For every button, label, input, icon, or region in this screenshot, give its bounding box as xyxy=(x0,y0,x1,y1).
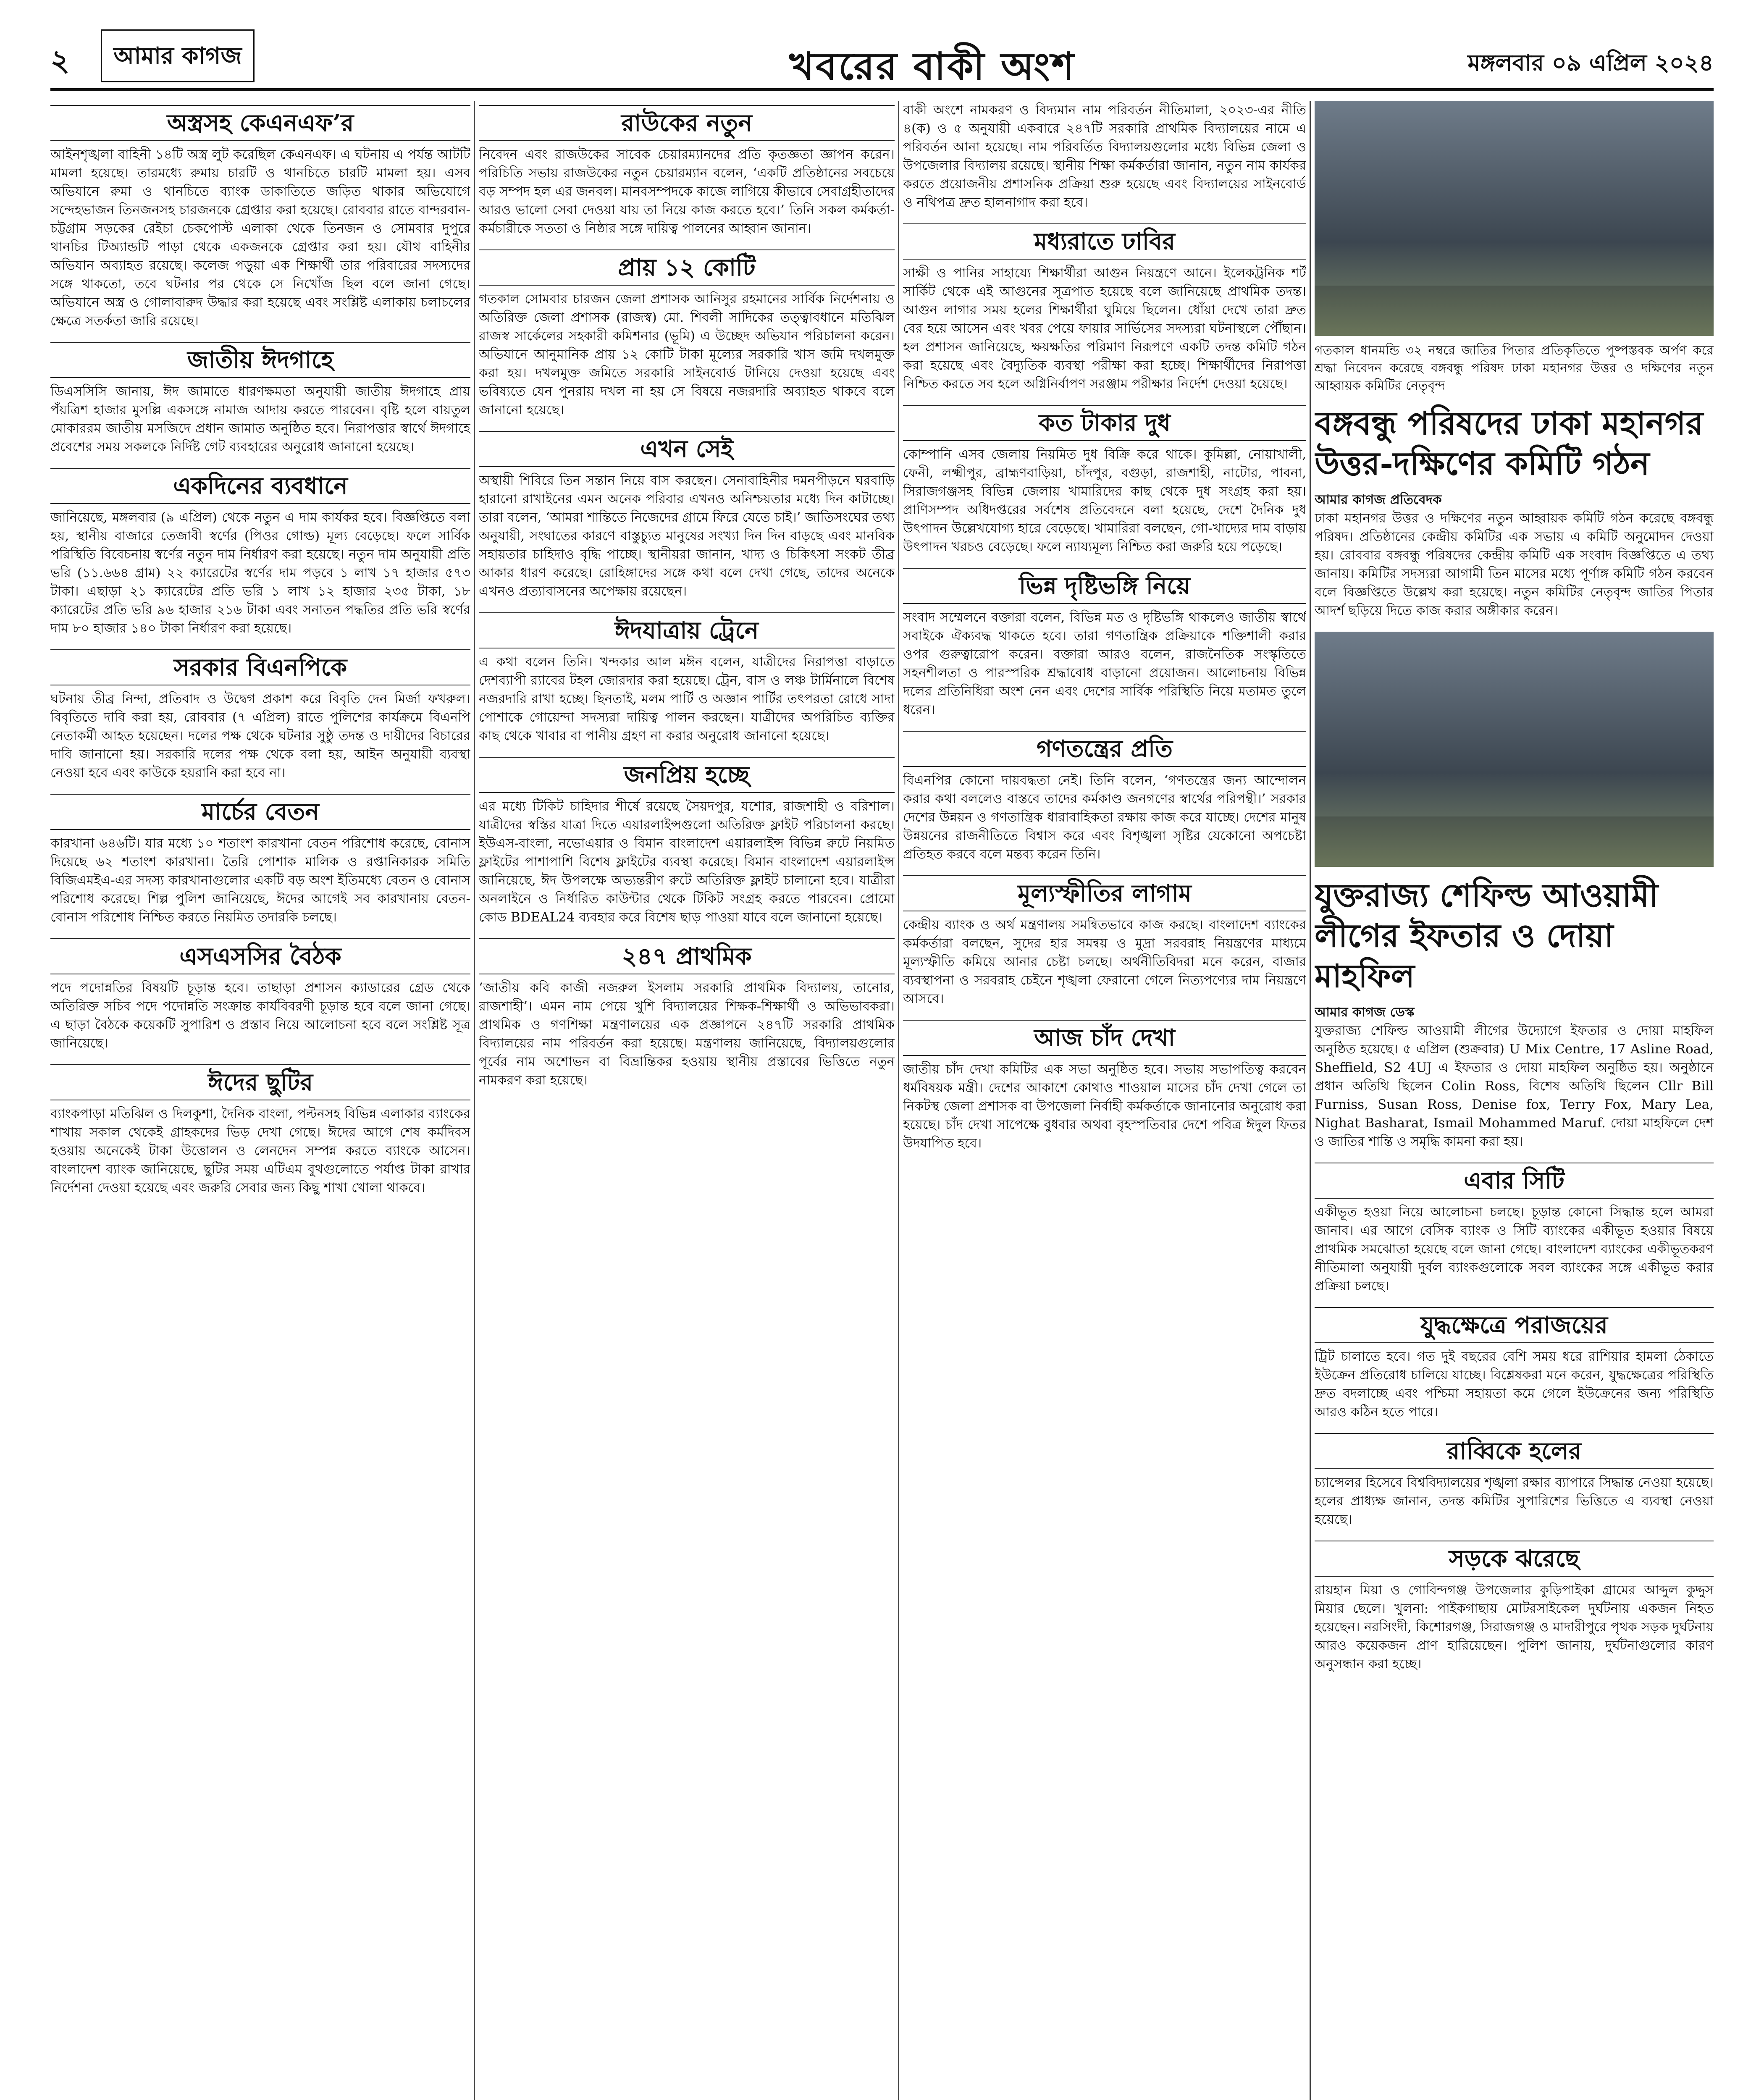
story-headline: রাব্বিকে হলের xyxy=(1315,1433,1714,1469)
story xyxy=(479,249,895,419)
story xyxy=(479,105,895,238)
story-body: পদে পদোন্নতির বিষয়টি চূড়ান্ত হবে। তাছাড়া প্রশাসন ক্যাডারের গ্রেড থেকে অতিরিক্ত সচিব পদে পদোন্নতি সংক্রান্ত কার্যবিবরণী চূড়ান্ত হবে বলে জানা গেছে। এ ছাড়া বৈঠকে কয়েকটি সুপারিশ ও প্রস্তাব নিয়ে আলোচনা হবে বলে সংশ্লিষ্ট সূত্র জানিয়েছে। xyxy=(50,980,470,1051)
story xyxy=(903,405,1306,556)
story xyxy=(1315,1307,1714,1421)
story-headline: জনপ্রিয় হচ্ছে xyxy=(479,757,895,793)
section-title: খবরের বাকী অংশ xyxy=(789,44,1076,89)
story-headline: সড়কে ঝরেছে xyxy=(1315,1541,1714,1577)
story-body: যুক্তরাজ্য শেফিল্ড আওয়ামী লীগের উদ্যোগে ইফতার ও দোয়া মাহফিল অনুষ্ঠিত হয়েছে। ৫ এপ্রিল (শুক্রবার) U Mix Centre, 17 Asline Road, Sheffield, S2 4UJ এ ইফতার ও দোয়া মাহফিল অনুষ্ঠিত হয়। অনুষ্ঠানে প্রধান অতিথি ছিলেন Colin Ross, বিশেষ অতিথি ছিলেন Cllr Bill Furniss, Susan Ross, Denise fox, Terry Fox, Mary Lea, Nighat Basharat, Ismail Mohammed Maruf. দোয়া মাহফিলে দেশ ও জাতির শান্তি ও সমৃদ্ধি কামনা করা হয়। xyxy=(1315,1023,1714,1149)
column-1 xyxy=(50,101,470,2100)
story-headline: ঈদযাত্রায় ট্রেনে xyxy=(479,612,895,648)
column-2 xyxy=(479,101,895,2100)
story-headline: অস্ত্রসহ কেএনএফ’র xyxy=(50,105,470,141)
story-body: জাতীয় চাঁদ দেখা কমিটির এক সভা অনুষ্ঠিত হবে। সভায় সভাপতিত্ব করবেন ধর্মবিষয়ক মন্ত্রী। দেশের আকাশে কোথাও শাওয়াল মাসের চাঁদ দেখা গেলে তা নিকটস্থ জেলা প্রশাসক বা উপজেলা নির্বাহী কর্মকর্তাকে জানানোর অনুরোধ করা হয়েছে। চাঁদ দেখা সাপেক্ষে বুধবার অথবা বৃহস্পতিবার দেশে পবিত্র ঈদুল ফিতর উদযাপিত হবে। xyxy=(903,1062,1306,1151)
story xyxy=(903,1020,1306,1152)
story-headline: মূল্যস্ফীতির লাগাম xyxy=(903,875,1306,911)
page-number: ২ xyxy=(50,43,70,78)
story xyxy=(903,568,1306,719)
lead-headline: যুক্তরাজ্য শেফিল্ড আওয়ামী লীগের ইফতার ও দোয়া মাহফিল xyxy=(1315,877,1659,995)
story-headline: যুদ্ধক্ষেত্রে পরাজয়ের xyxy=(1315,1307,1714,1343)
story xyxy=(903,223,1306,393)
story-body: আইনশৃঙ্খলা বাহিনী ১৪টি অস্ত্র লুট করেছিল কেএনএফ। এ ঘটনায় এ পর্যন্ত আটটি মামলা হয়েছে। তারমধ্যে রুমায় চারটি ও থানচিতে চারটি মামলা হয়। এসব অভিযানে রুমা ও থানচিতে ব্যাংক ডাকাতিতে জড়িত থাকার অভিযোগে সন্দেহভাজন তিনজনসহ চারজনকে গ্রেপ্তার করা হয়েছে। রোববার রাতে বান্দরবান-চট্টগ্রাম সড়কের রেইচা চেকপোস্ট এলাকা থেকে তিনজন ও সোমবার দুপুরে থানচির টিঅ্যান্ডটি পাড়া থেকে একজনকে গ্রেপ্তার করা হয়। যৌথ বাহিনীর অভিযান অব্যাহত রয়েছে। কলেজ পড়ুয়া এক শিক্ষার্থী তার পরিবারের সদস্যদের সঙ্গে থাকতো, তবে ঘটনার পর থেকে সে নিখোঁজ ছিল বলে জানা গেছে। অভিযানে অস্ত্র ও গোলাবারুদ উদ্ধার করা হয়েছে এবং সংশ্লিষ্ট এলাকায় চলাচলের ক্ষেত্রে সতর্কতা জারি রয়েছে। xyxy=(50,147,470,328)
story-body: সংবাদ সম্মেলনে বক্তারা বলেন, বিভিন্ন মত ও দৃষ্টিভঙ্গি থাকলেও জাতীয় স্বার্থে সবাইকে ঐক্যবদ্ধ থাকতে হবে। তারা গণতান্ত্রিক প্রক্রিয়াকে শক্তিশালী করার ওপর গুরুত্বারোপ করেন। বক্তারা আরও বলেন, রাজনৈতিক সংস্কৃতিতে সহনশীলতা ও পারস্পরিক শ্রদ্ধাবোধ বাড়ানো প্রয়োজন। আলোচনায় বিভিন্ন দলের প্রতিনিধিরা অংশ নেন এবং দেশের সার্বিক পরিস্থিতি নিয়ে মতামত তুলে ধরেন। xyxy=(903,610,1306,717)
byline: আমার কাগজ প্রতিবেদক xyxy=(1315,492,1442,507)
story-body: কোম্পানি এসব জেলায় নিয়মিত দুধ বিক্রি করে থাকে। কুমিল্লা, নোয়াখালী, ফেনী, লক্ষ্মীপুর, ব্রাহ্মণবাড়িয়া, চাঁদপুর, বগুড়া, রাজশাহী, নাটোর, পাবনা, সিরাজগঞ্জসহ বিভিন্ন জেলায় খামারিদের কাছ থেকে দুধ সংগ্রহ করা হয়। প্রাণিসম্পদ অধিদপ্তরের সর্বশেষ প্রতিবেদনে বলা হয়েছে, দেশে দৈনিক দুধ উৎপাদন উল্লেখযোগ্য হারে বেড়েছে। খামারিরা বলছেন, গো-খাদ্যের দাম বাড়ায় উৎপাদন খরচও বেড়েছে। ফলে ন্যায্যমূল্য নিশ্চিত করা জরুরি হয়ে পড়েছে। xyxy=(903,447,1306,554)
story-body: চ্যান্সেলর হিসেবে বিশ্ববিদ্যালয়ের শৃঙ্খলা রক্ষার ব্যাপারে সিদ্ধান্ত নেওয়া হয়েছে। হলের প্রাধ্যক্ষ জানান, তদন্ত কমিটির সুপারিশের ভিত্তিতে এ ব্যবস্থা নেওয়া হয়েছে। xyxy=(1315,1475,1714,1527)
story xyxy=(50,1064,470,1197)
story-headline: রাউকের নতুন xyxy=(479,105,895,141)
story xyxy=(1315,1163,1714,1295)
story-body: এ কথা বলেন তিনি। খন্দকার আল মঈন বলেন, যাত্রীদের নিরাপত্তা বাড়াতে দেশব্যাপী র‍্যাবের টহল জোরদার করা হয়েছে। ট্রেন, বাস ও লঞ্চ টার্মিনালে বিশেষ নজরদারি রাখা হচ্ছে। ছিনতাই, মলম পার্টি ও অজ্ঞান পার্টির তৎপরতা রোধে সাদা পোশাকে গোয়েন্দা সদস্যরা দায়িত্ব পালন করছেন। যাত্রীদের অপরিচিত ব্যক্তির কাছ থেকে খাবার বা পানীয় গ্রহণ না করার অনুরোধ জানানো হয়েছে। xyxy=(479,654,895,743)
story xyxy=(50,938,470,1053)
story xyxy=(1315,1541,1714,1673)
story-headline: এবার সিটি xyxy=(1315,1163,1714,1199)
story xyxy=(479,431,895,601)
story-body: ডিএসসিসি জানায়, ঈদ জামাতে ধারণক্ষমতা অনুযায়ী জাতীয় ঈদগাহে প্রায় পঁয়ত্রিশ হাজার মুসল্লি একসঙ্গে নামাজ আদায় করতে পারবেন। বৃষ্টি হলে বায়তুল মোকাররম জাতীয় মসজিদে প্রধান জামাত অনুষ্ঠিত হবে। নিরাপত্তার স্বার্থে ঈদগাহে প্রবেশের সময় সকলকে নির্দিষ্ট গেট ব্যবহারের অনুরোধ জানানো হয়েছে। xyxy=(50,384,470,454)
story-body: ‘জাতীয় কবি কাজী নজরুল ইসলাম সরকারি প্রাথমিক বিদ্যালয়, তানোর, রাজশাহী’। এমন নাম পেয়ে খুশি বিদ্যালয়ের শিক্ষক-শিক্ষার্থী ও অভিভাবকরা। প্রাথমিক ও গণশিক্ষা মন্ত্রণালয়ের এক প্রজ্ঞাপনে ২৪৭টি সরকারি প্রাথমিক বিদ্যালয়ের নাম পরিবর্তন করা হয়েছে। মন্ত্রণালয় জানিয়েছে, বিদ্যালয়গুলোর পূর্বের নাম অশোভন বা বিভ্রান্তিকর হওয়ায় স্থানীয় প্রস্তাবের ভিত্তিতে নতুন নামকরণ করা হয়েছে। xyxy=(479,980,895,1088)
column-divider xyxy=(898,101,899,2100)
story-headline: একদিনের ব্যবধানে xyxy=(50,468,470,504)
story-headline: মার্চের বেতন xyxy=(50,794,470,830)
logo-text: আমার কাগজ xyxy=(113,42,242,70)
story-headline: গণতন্ত্রের প্রতি xyxy=(903,731,1306,767)
story-headline: এখন সেই xyxy=(479,431,895,467)
story xyxy=(50,105,470,330)
story xyxy=(50,794,470,927)
story-body: বিএনপির কোনো দায়বদ্ধতা নেই। তিনি বলেন, ‘গণতন্ত্রের জন্য আন্দোলন করার কথা বললেও বাস্তবে তাদের কর্মকাণ্ড জনগণের স্বার্থের পরিপন্থী।’ সরকার দেশের উন্নয়ন ও গণতান্ত্রিক ধারাবাহিকতা রক্ষায় কাজ করে যাচ্ছে। দেশের মানুষ উন্নয়নের রাজনীতিতে বিশ্বাস করে এবং বিশৃঙ্খলা সৃষ্টির যেকোনো অপচেষ্টা প্রতিহত করবে বলে মন্তব্য করেন তিনি। xyxy=(903,773,1306,862)
news-photo xyxy=(1315,632,1714,867)
story xyxy=(50,649,470,782)
story-body: কেন্দ্রীয় ব্যাংক ও অর্থ মন্ত্রণালয় সমন্বিতভাবে কাজ করছে। বাংলাদেশ ব্যাংকের কর্মকর্তারা বলছেন, সুদের হার সমন্বয় ও মুদ্রা সরবরাহ নিয়ন্ত্রণের মাধ্যমে মূল্যস্ফীতি কমিয়ে আনার চেষ্টা চলছে। অর্থনীতিবিদরা মনে করেন, বাজার ব্যবস্থাপনা ও সরবরাহ চেইনে শৃঙ্খলা ফেরানো গেলে নিত্যপণ্যের দাম নিয়ন্ত্রণে আসবে। xyxy=(903,917,1306,1006)
column-divider xyxy=(474,101,475,2100)
story xyxy=(903,731,1306,864)
news-photo xyxy=(1315,101,1714,336)
byline: আমার কাগজ ডেস্ক xyxy=(1315,1005,1415,1020)
story xyxy=(50,468,470,638)
story xyxy=(479,612,895,745)
story-headline: ২৪৭ প্রাথমিক xyxy=(479,938,895,974)
newspaper-logo xyxy=(101,29,255,82)
story-headline: প্রায় ১২ কোটি xyxy=(479,249,895,286)
story xyxy=(479,938,895,1089)
story xyxy=(903,101,1306,212)
column-divider xyxy=(1310,101,1311,2100)
masthead xyxy=(50,25,1714,91)
story-body: ট্রিট চালাতে হবে। গত দুই বছরের বেশি সময় ধরে রাশিয়ার হামলা ঠেকাতে ইউক্রেন প্রতিরোধ চালিয়ে যাচ্ছে। বিশ্লেষকরা মনে করেন, যুদ্ধক্ষেত্রের পরিস্থিতি দ্রুত বদলাচ্ছে এবং পশ্চিমা সহায়তা কমে গেলে ইউক্রেনের জন্য পরিস্থিতি আরও কঠিন হতে পারে। xyxy=(1315,1349,1714,1420)
story-body: একীভূত হওয়া নিয়ে আলোচনা চলছে। চূড়ান্ত কোনো সিদ্ধান্ত হলে আমরা জানাব। এর আগে বেসিক ব্যাংক ও সিটি ব্যাংকের একীভূত হওয়ার বিষয়ে প্রাথমিক সমঝোতা হয়েছে বলে জানা গেছে। বাংলাদেশ ব্যাংকের একীভূতকরণ নীতিমালা অনুযায়ী দুর্বল ব্যাংকগুলোকে সবল ব্যাংকের সঙ্গে একীভূত করার প্রক্রিয়া চলছে। xyxy=(1315,1205,1714,1294)
story xyxy=(903,875,1306,1008)
story-headline: ঈদের ছুটির xyxy=(50,1064,470,1100)
story-body: জানিয়েছে, মঙ্গলবার (৯ এপ্রিল) থেকে নতুন এ দাম কার্যকর হবে। বিজ্ঞপ্তিতে বলা হয়, স্থানীয় বাজারে তেজাবী স্বর্ণের (পিওর গোল্ড) মূল্য বেড়েছে। ফলে সার্বিক পরিস্থিতি বিবেচনায় স্বর্ণের নতুন দাম নির্ধারণ করা হয়েছে। নতুন দাম অনুযায়ী প্রতি ভরি (১১.৬৬৪ গ্রাম) ২২ ক্যারেটের স্বর্ণের দাম পড়বে ১ লাখ ১৭ হাজার ৫৭৩ টাকা। এছাড়া ২১ ক্যারেটের প্রতি ভরি ১ লাখ ১২ হাজার ২৩৫ টাকা, ১৮ ক্যারেটের প্রতি ভরি ৯৬ হাজার ২১৬ টাকা এবং সনাতন পদ্ধতির প্রতি ভরি স্বর্ণের দাম ৮০ হাজার ১৪০ টাকা নির্ধারণ করা হয়েছে। xyxy=(50,510,470,636)
column-4 xyxy=(1315,101,1714,2100)
photo-caption: গতকাল ধানমন্ডি ৩২ নম্বরে জাতির পিতার প্রতিকৃতিতে পুষ্পস্তবক অর্পণ করে শ্রদ্ধা নিবেদন করেছে বঙ্গবন্ধু পরিষদ ঢাকা মহানগর উত্তর ও দক্ষিণের নতুন আহ্বায়ক কমিটির নেতৃবৃন্দ xyxy=(1315,343,1714,393)
column-3 xyxy=(903,101,1306,2100)
lead-headline: বঙ্গবন্ধু পরিষদের ঢাকা মহানগর উত্তর-দক্ষিণের কমিটি গঠন xyxy=(1315,404,1704,482)
story-headline: এসএসসির বৈঠক xyxy=(50,938,470,974)
story-body: সাক্ষী ও পানির সাহায্যে শিক্ষার্থীরা আগুন নিয়ন্ত্রণে আনে। ইলেকট্রনিক শর্ট সার্কিট থেকে এই আগুনের সূত্রপাত হয়েছে বলে জানিয়েছে প্রাথমিক তদন্ত। আগুন লাগার সময় হলের শিক্ষার্থীরা ঘুমিয়ে ছিলেন। ধোঁয়া দেখে তারা দ্রুত বের হয়ে আসেন এবং খবর পেয়ে ফায়ার সার্ভিসের সদস্যরা ঘটনাস্থলে পৌঁছান। হল প্রশাসন জানিয়েছে, ক্ষয়ক্ষতির পরিমাণ নিরূপণে একটি তদন্ত কমিটি গঠন করা হয়েছে এবং বৈদ্যুতিক ব্যবস্থা পরীক্ষা করা হচ্ছে। শিক্ষার্থীদের নিরাপত্তা নিশ্চিত করতে সব হলে অগ্নিনির্বাপণ সরঞ্জাম পরীক্ষার নির্দেশ দেওয়া হয়েছে। xyxy=(903,265,1306,391)
story xyxy=(50,342,470,456)
story-body: অস্থায়ী শিবিরে তিন সন্তান নিয়ে বাস করছেন। সেনাবাহিনীর দমনপীড়নে ঘরবাড়ি হারানো রাখাইনের এমন অনেক পরিবার এখনও অনিশ্চয়তার মধ্যে দিন কাটাচ্ছে। তারা বলেন, ‘আমরা শান্তিতে নিজেদের গ্রামে ফিরে যেতে চাই।’ জাতিসংঘের তথ্য অনুযায়ী, সংঘাতের কারণে বাস্তুচ্যুত মানুষের সংখ্যা দিন দিন বাড়ছে এবং মানবিক সহায়তার চাহিদাও বৃদ্ধি পাচ্ছে। স্থানীয়রা জানান, খাদ্য ও চিকিৎসা সংকট তীব্র আকার ধারণ করেছে। রোহিঙ্গাদের সঙ্গে কথা বলে দেখা গেছে, তাদের অনেকে এখনও প্রত্যাবাসনের অপেক্ষায় রয়েছেন। xyxy=(479,473,895,599)
story-body: ঘটনায় তীব্র নিন্দা, প্রতিবাদ ও উদ্বেগ প্রকাশ করে বিবৃতি দেন মির্জা ফখরুল। বিবৃতিতে দাবি করা হয়, রোববার (৭ এপ্রিল) রাতে পুলিশের কার্যক্রমে বিএনপি নেতাকর্মী আহত হয়েছেন। দলের পক্ষ থেকে ঘটনার সুষ্ঠু তদন্ত ও দায়ীদের বিচারের দাবি জানানো হয়। সরকারি দলের পক্ষ থেকে বলা হয়, আইন অনুযায়ী ব্যবস্থা নেওয়া হবে এবং কাউকে হয়রানি করা হবে না। xyxy=(50,691,470,780)
story-body: বাকী অংশে নামকরণ ও বিদ্যমান নাম পরিবর্তন নীতিমালা, ২০২৩-এর নীতি ৪(ক) ও ৫ অনুযায়ী একবারে ২৪৭টি সরকারি প্রাথমিক বিদ্যালয়ের নামে এ পরিবর্তন আনা হয়েছে। নাম পরিবর্তিত বিদ্যালয়গুলোর মধ্যে বিভিন্ন জেলা ও উপজেলার বিদ্যালয় রয়েছে। স্থানীয় শিক্ষা কর্মকর্তারা জানান, নতুন নাম কার্যকর করতে প্রয়োজনীয় প্রশাসনিক প্রক্রিয়া শুরু হয়েছে এবং বিদ্যালয়ের সাইনবোর্ড ও নথিপত্র দ্রুত হালনাগাদ করা হবে। xyxy=(903,102,1306,210)
story-headline: আজ চাঁদ দেখা xyxy=(903,1020,1306,1056)
story xyxy=(479,757,895,927)
story-headline: সরকার বিএনপিকে xyxy=(50,649,470,685)
story-body: ঢাকা মহানগর উত্তর ও দক্ষিণের নতুন আহ্বায়ক কমিটি গঠন করেছে বঙ্গবন্ধু পরিষদ। প্রতিষ্ঠানের কেন্দ্রীয় কমিটির এক সভায় এ কমিটি অনুমোদন দেওয়া হয়। রোববার বঙ্গবন্ধু পরিষদের কেন্দ্রীয় কমিটি এক সংবাদ বিজ্ঞপ্তিতে এ তথ্য জানায়। কমিটির সদস্যরা আগামী তিন মাসের মধ্যে পূর্ণাঙ্গ কমিটি গঠন করবেন বলে বিজ্ঞপ্তিতে উল্লেখ করা হয়েছে। নতুন কমিটির নেতৃবৃন্দ জাতির পিতার আদর্শ ছড়িয়ে দিতে কাজ করার অঙ্গীকার করেন। xyxy=(1315,511,1714,618)
story-body: রায়হান মিয়া ও গোবিন্দগঞ্জ উপজেলার কুড়িপাইকা গ্রামের আব্দুল কুদ্দুস মিয়ার ছেলে। খুলনা: পাইকগাছায় মোটরসাইকেল দুর্ঘটনায় একজন নিহত হয়েছেন। নরসিংদী, কিশোরগঞ্জ, সিরাজগঞ্জ ও মাদারীপুরে পৃথক সড়ক দুর্ঘটনায় আরও কয়েকজন প্রাণ হারিয়েছেন। পুলিশ জানায়, দুর্ঘটনাগুলোর কারণ অনুসন্ধান করা হচ্ছে। xyxy=(1315,1583,1714,1672)
issue-date: মঙ্গলবার ০৯ এপ্রিল ২০২৪ xyxy=(1467,49,1714,76)
story-body: গতকাল সোমবার চারজন জেলা প্রশাসক আনিসুর রহমানের সার্বিক নির্দেশনায় ও অতিরিক্ত জেলা প্রশাসক (রাজস্ব) মো. শিবলী সাদিকের তত্ত্বাবধানে মতিঝিল রাজস্ব সার্কেলের সহকারী কমিশনার (ভূমি) এ উচ্ছেদ অভিযান পরিচালনা করেন। অভিযানে আনুমানিক প্রায় ১২ কোটি টাকা মূল্যের সরকারি খাস জমি দখলমুক্ত করা হয়। দখলমুক্ত জমিতে সরকারি সাইনবোর্ড টানিয়ে দেওয়া হয়েছে এবং ভবিষ্যতে যেন পুনরায় দখল না হয় সে বিষয়ে নজরদারি অব্যাহত থাকবে বলে জানানো হয়েছে। xyxy=(479,291,895,417)
story-headline: ভিন্ন দৃষ্টিভঙ্গি নিয়ে xyxy=(903,568,1306,604)
story-body: নিবেদন এবং রাজউকের সাবেক চেয়ারম্যানদের প্রতি কৃতজ্ঞতা জ্ঞাপন করেন। পরিচিতি সভায় রাজউকের নতুন চেয়ারম্যান বলেন, ‘একটি প্রতিষ্ঠানের সবচেয়ে বড় সম্পদ হল এর জনবল। মানবসম্পদকে কাজে লাগিয়ে কীভাবে সেবাগ্রহীতাদের আরও ভালো সেবা দেওয়া যায় তা নিয়ে কাজ করতে হবে।’ তিনি সকল কর্মকর্তা-কর্মচারীকে সততা ও নিষ্ঠার সঙ্গে দায়িত্ব পালনের আহ্বান জানান। xyxy=(479,147,895,236)
story-body: এর মধ্যে টিকিট চাহিদার শীর্ষে রয়েছে সৈয়দপুর, যশোর, রাজশাহী ও বরিশাল। যাত্রীদের স্বস্তির যাত্রা দিতে এয়ারলাইন্সগুলো অতিরিক্ত ফ্লাইট পরিচালনা করছে। ইউএস-বাংলা, নভোএয়ার ও বিমান বাংলাদেশ এয়ারলাইন্স বিভিন্ন রুটে নিয়মিত ফ্লাইটের পাশাপাশি বিশেষ ফ্লাইটের ব্যবস্থা করেছে। বিমান বাংলাদেশ এয়ারলাইন্স জানিয়েছে, ঈদ উপলক্ষে অভ্যন্তরীণ রুটে অতিরিক্ত ফ্লাইট চালানো হবে। যাত্রীরা অনলাইনে ও নির্ধারিত কাউন্টার থেকে টিকিট সংগ্রহ করতে পারবেন। প্রোমো কোড BDEAL24 ব্যবহার করে বিশেষ ছাড় পাওয়া যাবে বলে জানানো হয়েছে। xyxy=(479,799,895,925)
story-body: ব্যাংকপাড়া মতিঝিল ও দিলকুশা, দৈনিক বাংলা, পল্টনসহ বিভিন্ন এলাকার ব্যাংকের শাখায় সকাল থেকেই গ্রাহকদের ভিড় দেখা গেছে। ঈদের আগে শেষ কর্মদিবস হওয়ায় অনেকেই টাকা উত্তোলন ও লেনদেন সম্পন্ন করতে ব্যাংকে আসেন। বাংলাদেশ ব্যাংক জানিয়েছে, ছুটির সময় এটিএম বুথগুলোতে পর্যাপ্ত টাকা রাখার নির্দেশনা দেওয়া হয়েছে এবং জরুরি সেবার জন্য কিছু শাখা খোলা থাকবে। xyxy=(50,1106,470,1195)
story-headline: কত টাকার দুধ xyxy=(903,405,1306,441)
story-headline: জাতীয় ঈদগাহে xyxy=(50,342,470,378)
story-body: কারখানা ৬৪৬টি। যার মধ্যে ১০ শতাংশ কারখানা বেতন পরিশোধ করেছে, বোনাস দিয়েছে ৬২ শতাংশ কারখানা। তৈরি পোশাক মালিক ও রপ্তানিকারক সমিতি বিজিএমইএ-এর সদস্য কারখানাগুলোর একটি বড় অংশ ইতিমধ্যে বেতন ও বোনাস পরিশোধ করেছে। শিল্প পুলিশ জানিয়েছে, ঈদের আগেই সব কারখানায় বেতন-বোনাস পরিশোধ নিশ্চিত করতে নিয়মিত তদারকি চলছে। xyxy=(50,836,470,925)
story xyxy=(1315,1433,1714,1529)
story-headline: মধ্যরাতে ঢাবির xyxy=(903,223,1306,260)
